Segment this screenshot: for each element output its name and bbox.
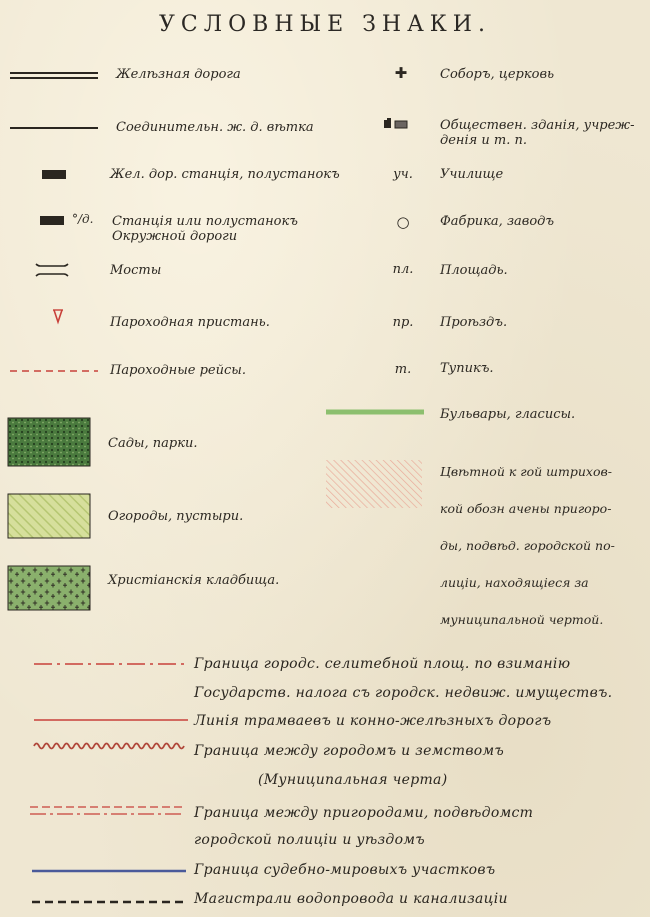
- legend-label-railway: Желѣзная дорога: [116, 67, 241, 82]
- public-building-icon: [384, 118, 424, 130]
- legend-label-station: Жел. дор. станція, полустанокъ: [110, 167, 340, 182]
- boulevard-symbol: [326, 408, 426, 416]
- legend-label-factory: Фабрика, заводъ: [440, 214, 555, 229]
- vegetable-gardens-swatch: [8, 494, 90, 538]
- legend-label-cemeteries: Христіанскія кладбища.: [108, 573, 280, 588]
- settlement-boundary-symbol: [34, 661, 190, 667]
- legend-label-boulevards: Бульвары, гласисы.: [440, 407, 576, 422]
- hatch-note-line-1: Цвѣтной к гой штрихов-: [440, 464, 612, 479]
- legend-label-vegetable-gardens: Огороды, пустыри.: [108, 509, 244, 524]
- legend-label-dead-end: Тупикъ.: [440, 361, 494, 376]
- suburb-boundary-symbol: [30, 804, 186, 818]
- legend-label-tram-lines: Линія трамваевъ и конно-желѣзныхъ дорогъ: [194, 713, 552, 729]
- legend-label-ring-station-2: Окружной дороги: [112, 229, 238, 244]
- legend-label-cathedral: Соборъ, церковь: [440, 67, 555, 82]
- legend-label-municipal-boundary-2: (Муниципальная черта): [258, 772, 448, 788]
- legend-label-municipal-boundary: Граница между городомъ и земствомъ: [194, 743, 505, 759]
- legend-label-bridges: Мосты: [110, 263, 162, 278]
- railway-symbol: [10, 71, 100, 81]
- legend-label-steamer-routes: Пароходные рейсы.: [110, 363, 246, 378]
- legend-label-gardens: Сады, парки.: [108, 436, 198, 451]
- municipal-boundary-symbol: [34, 740, 184, 752]
- legend-label-square: Площадь.: [440, 263, 508, 278]
- tram-line-symbol: [34, 718, 190, 722]
- hatch-note-line-3: ды, подвѣд. городской по-: [440, 538, 615, 553]
- legend-label-settlement-boundary-2: Государств. налога съ городск. недвиж. имуществъ.: [194, 685, 613, 701]
- passage-abbr: пр.: [392, 315, 414, 330]
- water-mains-symbol: [32, 899, 188, 905]
- ring-station-abbr: °/д.: [72, 212, 94, 226]
- gardens-swatch: [8, 418, 90, 466]
- hatch-note-line-4: лиціи, находящіеся за: [440, 575, 589, 590]
- legend-label-public-buildings-2: денія и т. п.: [440, 133, 527, 148]
- legend-label-public-buildings: Обществен. зданія, учреж-: [440, 118, 635, 133]
- legend-label-spur: Соединительн. ж. д. вѣтка: [116, 120, 314, 135]
- legend-label-settlement-boundary: Граница городс. селитебной площ. по взиманію: [194, 656, 571, 672]
- legend-label-ring-station: Станція или полустанокъ: [112, 214, 298, 229]
- hatch-note-line-2: кой обозн ачены пригоро-: [440, 501, 612, 516]
- legend-label-school: Училище: [440, 167, 504, 182]
- ring-station-symbol: [40, 216, 70, 226]
- steamer-route-symbol: [10, 369, 100, 373]
- legend-label-passage: Проѣздъ.: [440, 315, 508, 330]
- legend-label-pier: Пароходная пристань.: [110, 315, 270, 330]
- school-abbr: уч.: [393, 167, 413, 182]
- magistrate-boundary-symbol: [32, 868, 188, 874]
- legend-label-suburb-boundary-2: городской полиціи и уѣздомъ: [194, 832, 425, 848]
- spur-line-symbol: [10, 126, 100, 130]
- legend-label-water-mains: Магистрали водопровода и канализаціи: [194, 891, 508, 907]
- pier-symbol: [52, 308, 66, 326]
- suburb-hatch-swatch: [326, 460, 422, 508]
- hatch-note-line-5: муниципальной чертой.: [440, 612, 604, 627]
- bridge-symbol: [34, 262, 74, 278]
- factory-icon: ○: [396, 213, 410, 231]
- station-symbol: [42, 170, 72, 180]
- legend-label-magistrate-districts: Граница судебно-мировыхъ участковъ: [194, 862, 496, 878]
- square-abbr: пл.: [392, 262, 414, 277]
- wavy-boundary-path: [34, 744, 184, 749]
- legend-title: УСЛОВНЫЕ ЗНАКИ.: [159, 12, 491, 37]
- legend-label-suburb-boundary: Граница между пригородами, подвѣдомст: [194, 805, 534, 821]
- cathedral-icon: ✚: [394, 64, 408, 82]
- dead-end-abbr: т.: [394, 362, 412, 377]
- cemetery-swatch: [8, 566, 90, 610]
